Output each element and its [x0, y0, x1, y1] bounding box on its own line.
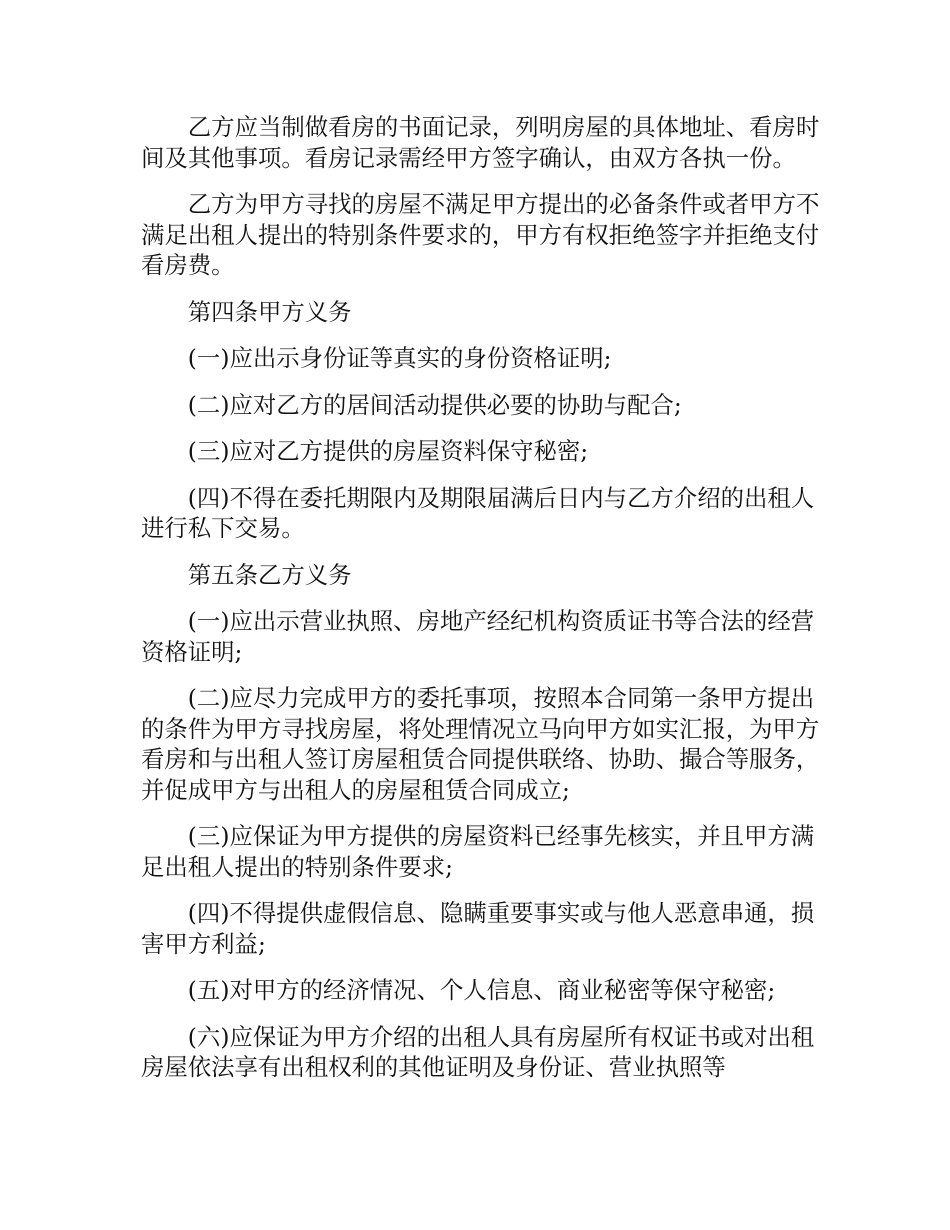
article-4-item-4: (四)不得在委托期限内及期限届满后日内与乙方介绍的出租人进行私下交易。: [141, 483, 815, 542]
article-5-item-3: (三)应保证为甲方提供的房屋资料已经事先核实，并且甲方满足出租人提出的特别条件要求;: [141, 822, 815, 881]
article-4-item-1: (一)应出示身份证等真实的身份资格证明;: [187, 344, 612, 372]
article-5-item-6: (六)应保证为甲方介绍的出租人具有房屋所有权证书或对出租房屋依法享有出租权利的其他证明及身份证、营业执照等: [141, 1022, 815, 1081]
article-4-item-2: (二)应对乙方的居间活动提供必要的协助与配合;: [187, 390, 682, 419]
document-body: [141, 112, 831, 1099]
article-5-item-1: (一)应出示营业执照、房地产经纪机构资质证书等合法的经营资格证明;: [141, 607, 815, 666]
article-5-heading: 第五条乙方义务: [187, 560, 352, 589]
paragraph-viewing-record: 乙方应当制做看房的书面记录，列明房屋的具体地址、看房时间及其他事项。看房记录需经甲方签字确认，由双方各执一份。: [141, 113, 820, 172]
article-4-heading: 第四条甲方义务: [187, 297, 352, 326]
paragraph-refuse-fee: 乙方为甲方寻找的房屋不满足甲方提出的必备条件或者甲方不满足出租人提出的特别条件要求的，甲方有权拒绝签字并拒绝支付看房费。: [141, 190, 820, 279]
article-5-item-2: (二)应尽力完成甲方的委托事项，按照本合同第一条甲方提出的条件为甲方寻找房屋，将处理情况立马向甲方如实汇报，为甲方看房和与出租人签订房屋租赁合同提供联络、协助、撮合等服务，并促成甲方与出租人的房屋租赁合同成立;: [141, 684, 820, 804]
article-4-item-3: (三)应对乙方提供的房屋资料保守秘密;: [187, 437, 589, 465]
article-5-item-5: (五)对甲方的经济情况、个人信息、商业秘密等保守秘密;: [187, 976, 776, 1004]
article-5-item-4: (四)不得提供虚假信息、隐瞒重要事实或与他人恶意串通，损害甲方利益;: [141, 899, 815, 958]
